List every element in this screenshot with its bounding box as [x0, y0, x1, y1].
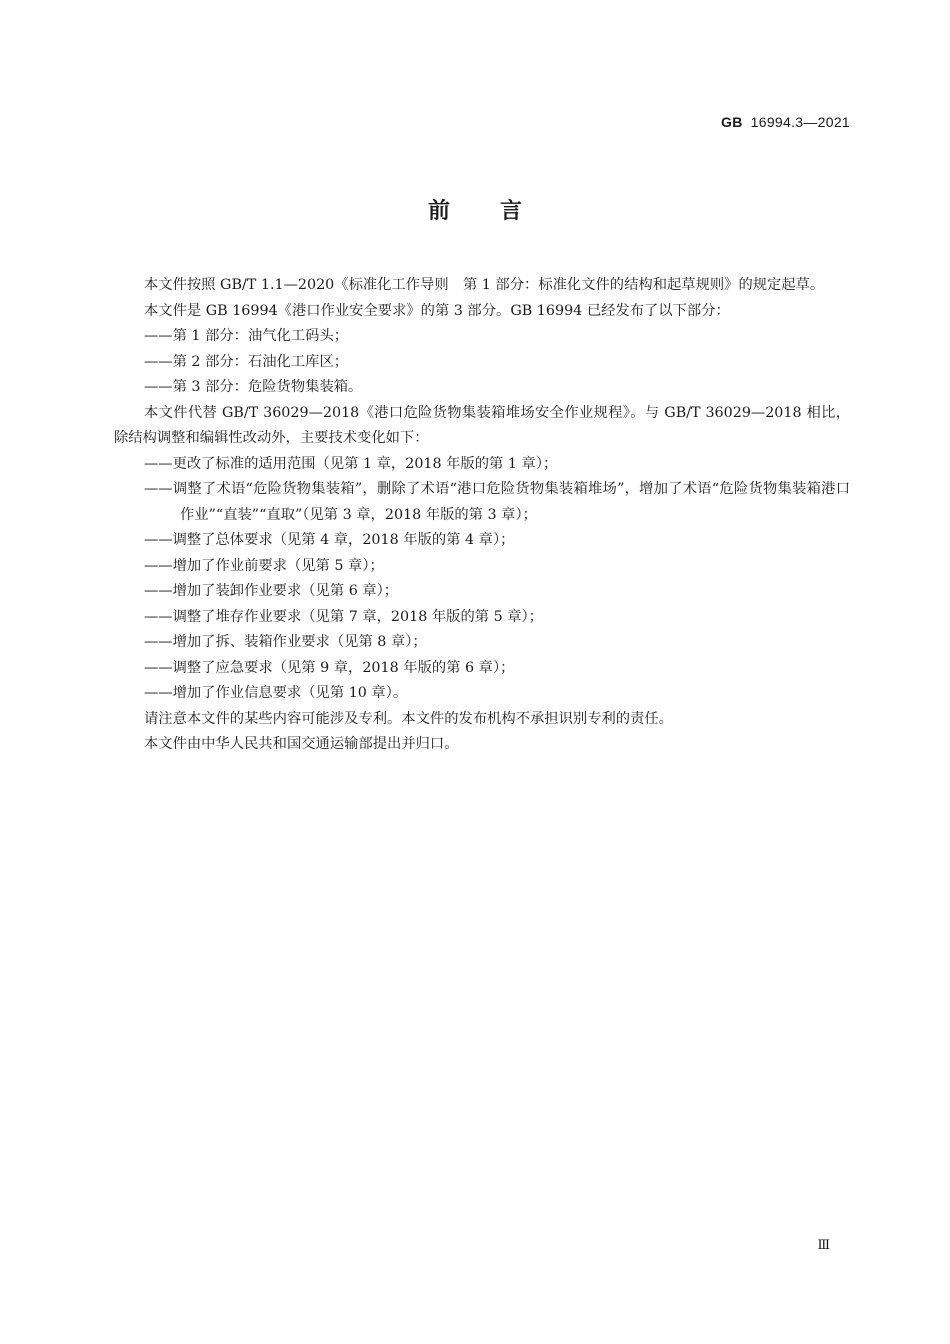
list-item: ——增加了作业信息要求（见第 10 章）。: [144, 685, 408, 701]
list-item: ——调整了术语“危险货物集装箱”，删除了术语“港口危险货物集装箱堆场”，增加了术语“危险货物集装箱港口作业”“直装”“直取”（见第 3 章，2018 年版的第 3 章）；: [144, 481, 850, 523]
list-item: ——第 2 部分：石油化工库区；: [144, 353, 349, 370]
paragraph: 本文件按照 GB/T 1.1—2020《标准化工作导则 第 1 部分：标准化文件的结构和起草规则》的规定起草。: [144, 277, 825, 293]
paragraph: 本文件代替 GB/T 36029—2018《港口危险货物集装箱堆场安全作业规程》。与 GB/T 36029—2018 相比，除结构调整和编辑性改动外，主要技术变化如下：: [114, 404, 850, 446]
list-item: ——调整了应急要求（见第 9 章，2018 年版的第 6 章）；: [144, 659, 515, 676]
list-item: ——增加了作业前要求（见第 5 章）；: [144, 557, 384, 574]
list-item: ——第 1 部分：油气化工码头；: [144, 328, 349, 344]
list-item: ——第 3 部分：危险货物集装箱。: [144, 379, 363, 395]
list-item: ——增加了拆、装箱作业要求（见第 8 章）；: [144, 634, 427, 650]
paragraph: 请注意本文件的某些内容可能涉及专利。本文件的发布机构不承担识别专利的责任。: [144, 710, 673, 727]
standard-prefix: GB: [721, 114, 743, 130]
foreword-body: [114, 273, 850, 758]
page-number: Ⅲ: [817, 1238, 830, 1253]
paragraph: 本文件由中华人民共和国交通运输部提出并归口。: [144, 736, 459, 752]
list-item: ——调整了堆存作业要求（见第 7 章，2018 年版的第 5 章）；: [144, 608, 543, 625]
standard-number: [721, 114, 850, 130]
list-item: ——调整了总体要求（见第 4 章，2018 年版的第 4 章）；: [144, 532, 515, 548]
list-item: ——增加了装卸作业要求（见第 6 章）；: [144, 583, 399, 599]
list-item: ——更改了标准的适用范围（见第 1 章，2018 年版的第 1 章）；: [144, 455, 558, 472]
paragraph: 本文件是 GB 16994《港口作业安全要求》的第 3 部分。GB 16994 已经发布了以下部分：: [144, 302, 730, 319]
standard-code: 16994.3—2021: [750, 114, 850, 130]
page-title: 前言: [427, 199, 572, 224]
